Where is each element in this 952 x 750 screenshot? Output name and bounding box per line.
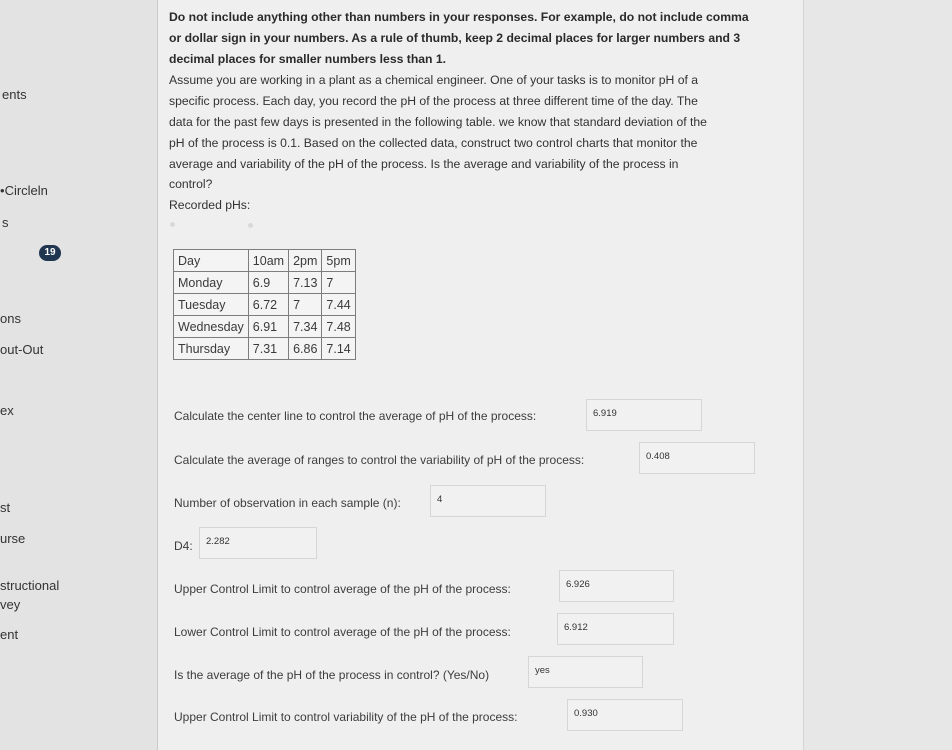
problem-line: specific process. Each day, you record the pH of the process at three different time of the day. The	[169, 94, 698, 108]
table-cell: 7	[289, 294, 322, 316]
sidebar-item-s[interactable]: s	[2, 215, 9, 230]
table-cell: 6.86	[289, 338, 322, 360]
sidebar-item-vey[interactable]: vey	[0, 597, 21, 612]
table-header-row	[174, 250, 356, 272]
sidebar-item-circleln[interactable]	[0, 183, 48, 198]
bullet-icon: •	[0, 183, 5, 198]
answer-input-d4[interactable]: 2.282	[199, 527, 317, 559]
sidebar-item-contents[interactable]: ents	[2, 87, 27, 102]
table-cell: 7.48	[322, 316, 355, 338]
answer-input-average-range[interactable]: 0.408	[639, 442, 755, 474]
question-label: Lower Control Limit to control average of the pH of the process:	[174, 625, 511, 639]
sidebar-item-ent[interactable]: ent	[0, 627, 19, 642]
answer-input-center-line[interactable]: 6.919	[586, 399, 702, 431]
table-cell: 7.13	[289, 272, 322, 294]
question-label: Calculate the center line to control the average of pH of the process:	[174, 409, 537, 423]
instruction-line: decimal places for smaller numbers less than 1.	[169, 52, 447, 66]
sidebar-item-label: Circleln	[4, 183, 48, 198]
notification-badge: 19	[39, 245, 61, 261]
table-row	[174, 294, 356, 316]
ph-data-table	[173, 249, 356, 360]
header-cell: Day	[174, 250, 249, 272]
table-cell: 7.31	[248, 338, 288, 360]
instruction-line: Do not include anything other than numbers in your responses. For example, do not include comma	[169, 10, 749, 24]
table-cell: 7.44	[322, 294, 355, 316]
sidebar-item-st[interactable]: st	[0, 500, 11, 515]
course-sidebar	[0, 0, 158, 750]
answer-input-sample-size[interactable]: 4	[430, 485, 546, 517]
right-pane	[803, 0, 952, 750]
table-row	[174, 338, 356, 360]
recorded-phs-label: Recorded pHs:	[169, 198, 251, 212]
answer-input-ucl-variability[interactable]: 0.930	[567, 699, 683, 731]
problem-line: average and variability of the pH of the process. Is the average and variability of the process in	[169, 157, 679, 171]
table-cell: Monday	[174, 272, 249, 294]
table-cell: 7.34	[289, 316, 322, 338]
table-cell: 7	[322, 272, 355, 294]
sidebar-item-ex[interactable]: ex	[0, 403, 14, 418]
header-cell: 2pm	[289, 250, 322, 272]
question-label: Is the average of the pH of the process in control? (Yes/No)	[174, 668, 490, 682]
answer-input-ucl-average[interactable]: 6.926	[559, 570, 674, 602]
instruction-line: or dollar sign in your numbers. As a rule of thumb, keep 2 decimal places for larger numbers and 3	[169, 31, 741, 45]
problem-line: control?	[169, 177, 213, 191]
sidebar-item-out-out[interactable]: out-Out	[0, 342, 44, 357]
table-cell: Wednesday	[174, 316, 249, 338]
header-cell: 10am	[248, 250, 288, 272]
problem-line: pH of the process is 0.1. Based on the collected data, construct two control charts that monitor the	[169, 136, 698, 150]
table-row	[174, 316, 356, 338]
table-cell: Thursday	[174, 338, 249, 360]
answer-input-lcl-average[interactable]: 6.912	[557, 613, 674, 645]
table-cell: 6.9	[248, 272, 288, 294]
table-cell: 6.72	[248, 294, 288, 316]
sidebar-item-structional[interactable]: structional	[0, 578, 60, 593]
sidebar-item-ons[interactable]: ons	[0, 311, 21, 326]
table-cell: 7.14	[322, 338, 355, 360]
table-cell: 6.91	[248, 316, 288, 338]
header-cell: 5pm	[322, 250, 355, 272]
problem-line: data for the past few days is presented in the following table. we know that standard deviation of the	[169, 115, 707, 129]
table-row	[174, 272, 356, 294]
answer-input-in-control[interactable]: yes	[528, 656, 643, 688]
question-label: Upper Control Limit to control average of the pH of the process:	[174, 582, 511, 596]
question-label: D4:	[174, 539, 193, 553]
question-label: Calculate the average of ranges to control the variability of pH of the process:	[174, 453, 585, 467]
table-cell: Tuesday	[174, 294, 249, 316]
question-label: Number of observation in each sample (n):	[174, 496, 401, 510]
question-label: Upper Control Limit to control variability of the pH of the process:	[174, 710, 518, 724]
sidebar-item-urse[interactable]: urse	[0, 531, 26, 546]
problem-line: Assume you are working in a plant as a chemical engineer. One of your tasks is to monitor pH of a	[169, 73, 699, 87]
